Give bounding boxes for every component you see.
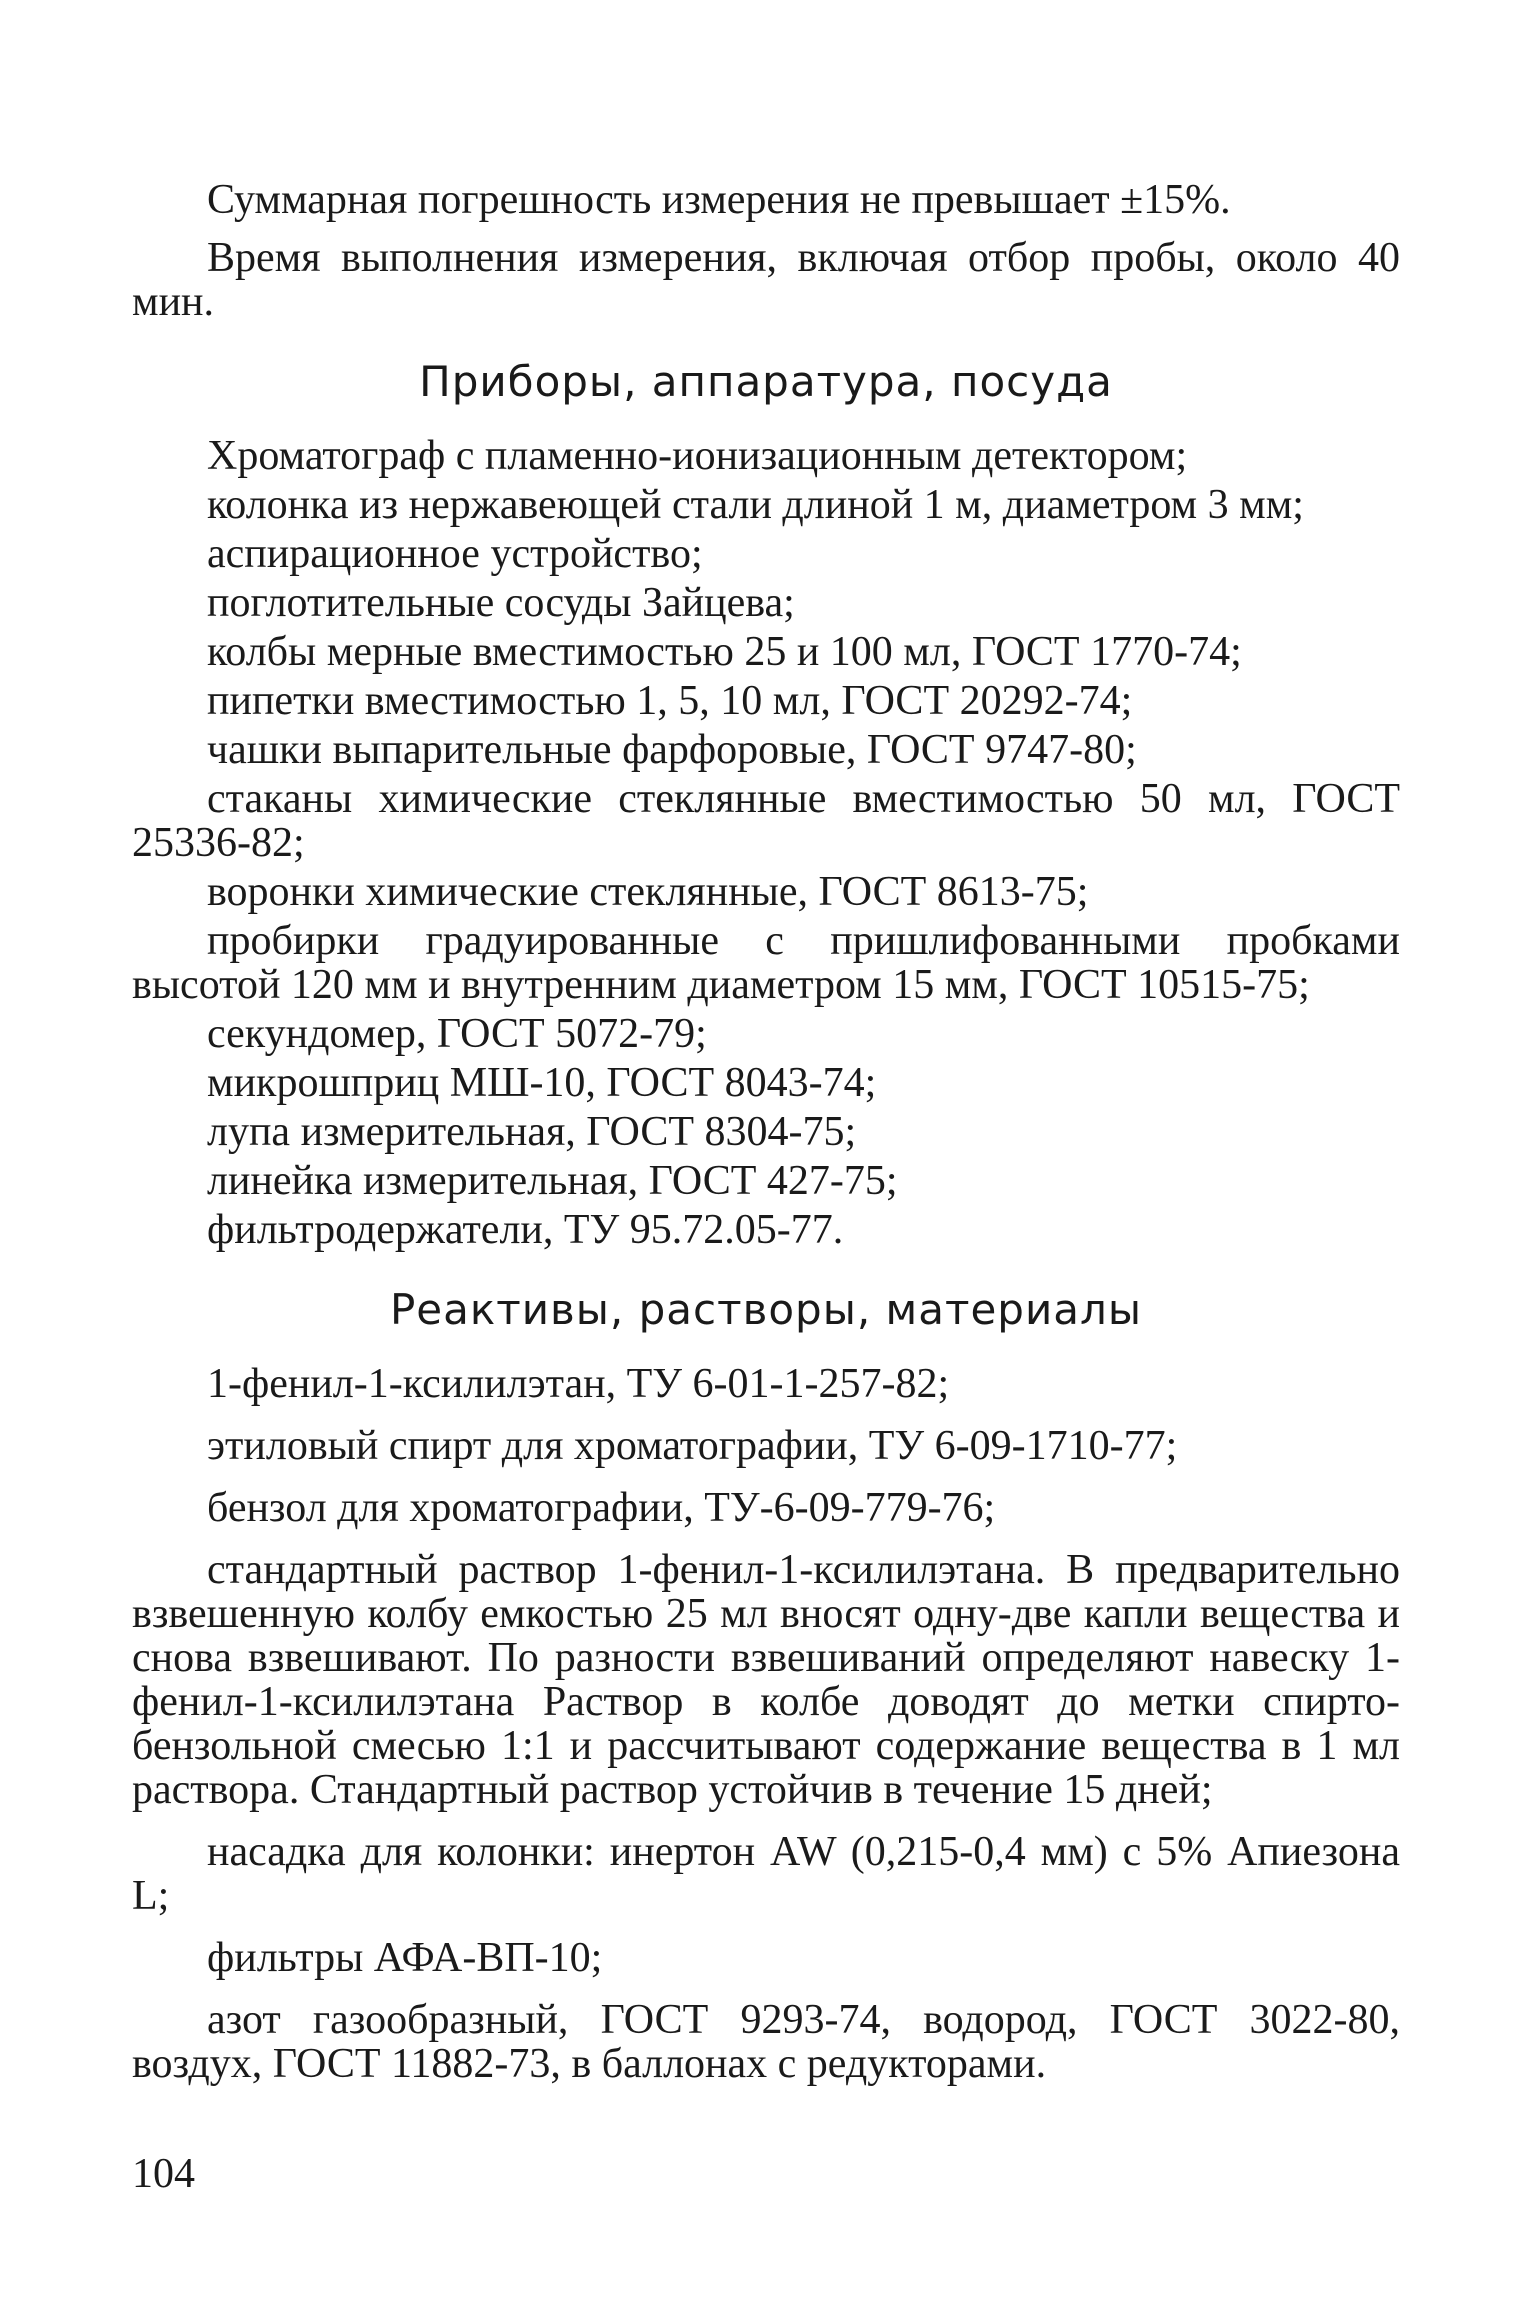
- list-item: насадка для колонки: инертон AW (0,215-0,4 мм) с 5% Апиезона L;: [132, 1829, 1400, 1919]
- list-item: бензол для хроматографии, ТУ-6-09-779-76;: [207, 1485, 996, 1531]
- list-item: пипетки вместимостью 1, 5, 10 мл, ГОСТ 20292-74;: [207, 678, 1133, 724]
- list-item: чашки выпарительные фарфоровые, ГОСТ 9747-80;: [207, 727, 1137, 773]
- list-item: Хроматограф с пламенно-ионизационным детектором;: [207, 433, 1188, 479]
- list-item: воронки химические стеклянные, ГОСТ 8613-75;: [207, 869, 1089, 915]
- reagents-list: [132, 1362, 1400, 2086]
- list-item: секундомер, ГОСТ 5072-79;: [207, 1011, 707, 1057]
- list-item: азот газообразный, ГОСТ 9293-74, водород, ГОСТ 3022-80, воздух, ГОСТ 11882-73, в баллонах с редукторами.: [132, 1997, 1400, 2087]
- section-heading-reagents: Реактивы, растворы, материалы: [389, 1285, 1142, 1334]
- list-item: фильтродержатели, ТУ 95.72.05-77.: [207, 1207, 844, 1253]
- error-paragraph: Суммарная погрешность измерения не превышает ±15%.: [207, 177, 1231, 223]
- list-item: фильтры АФА-ВП-10;: [207, 1935, 603, 1981]
- list-item: колонка из нержавеющей стали длиной 1 м, диаметром 3 мм;: [207, 482, 1304, 528]
- list-item: 1-фенил-1-ксилилэтан, ТУ 6-01-1-257-82;: [207, 1361, 950, 1407]
- list-item: поглотительные сосуды Зайцева;: [207, 580, 795, 626]
- list-item: колбы мерные вместимостью 25 и 100 мл, ГОСТ 1770-74;: [207, 629, 1242, 675]
- page-body: [132, 178, 1400, 2104]
- duration-paragraph: Время выполнения измерения, включая отбор пробы, около 40 мин.: [132, 235, 1400, 325]
- list-item: этиловый спирт для хроматографии, ТУ 6-09-1710-77;: [207, 1423, 1178, 1469]
- list-item: пробирки градуированные с пришлифованными пробками высотой 120 мм и внутренним диаметром 15 мм, ГОСТ 10515-75;: [132, 918, 1400, 1008]
- list-item: стаканы химические стеклянные вместимостью 50 мл, ГОСТ 25336-82;: [132, 776, 1400, 866]
- page-number: 104: [132, 2151, 195, 2197]
- equipment-list: [132, 434, 1400, 1252]
- section-heading-equipment: Приборы, аппаратура, посуда: [419, 357, 1113, 406]
- list-item: лупа измерительная, ГОСТ 8304-75;: [207, 1109, 857, 1155]
- list-item: линейка измерительная, ГОСТ 427-75;: [207, 1158, 898, 1204]
- list-item: микрошприц МШ-10, ГОСТ 8043-74;: [207, 1060, 877, 1106]
- list-item: стандартный раствор 1-фенил-1-ксилилэтана. В предварительно взвешенную колбу емкостью 25 мл вносят одну-две капли вещества и снова взвешивают. По разности взвешиваний определяют навеску 1-фенил-1-ксилилэтана Раствор в колбе доводят до метки спирто-бензольной смесью 1:1 и рассчитывают содержание вещества в 1 мл раствора. Стандартный раствор устойчив в течение 15 дней;: [132, 1547, 1400, 1813]
- list-item: аспирационное устройство;: [207, 531, 703, 577]
